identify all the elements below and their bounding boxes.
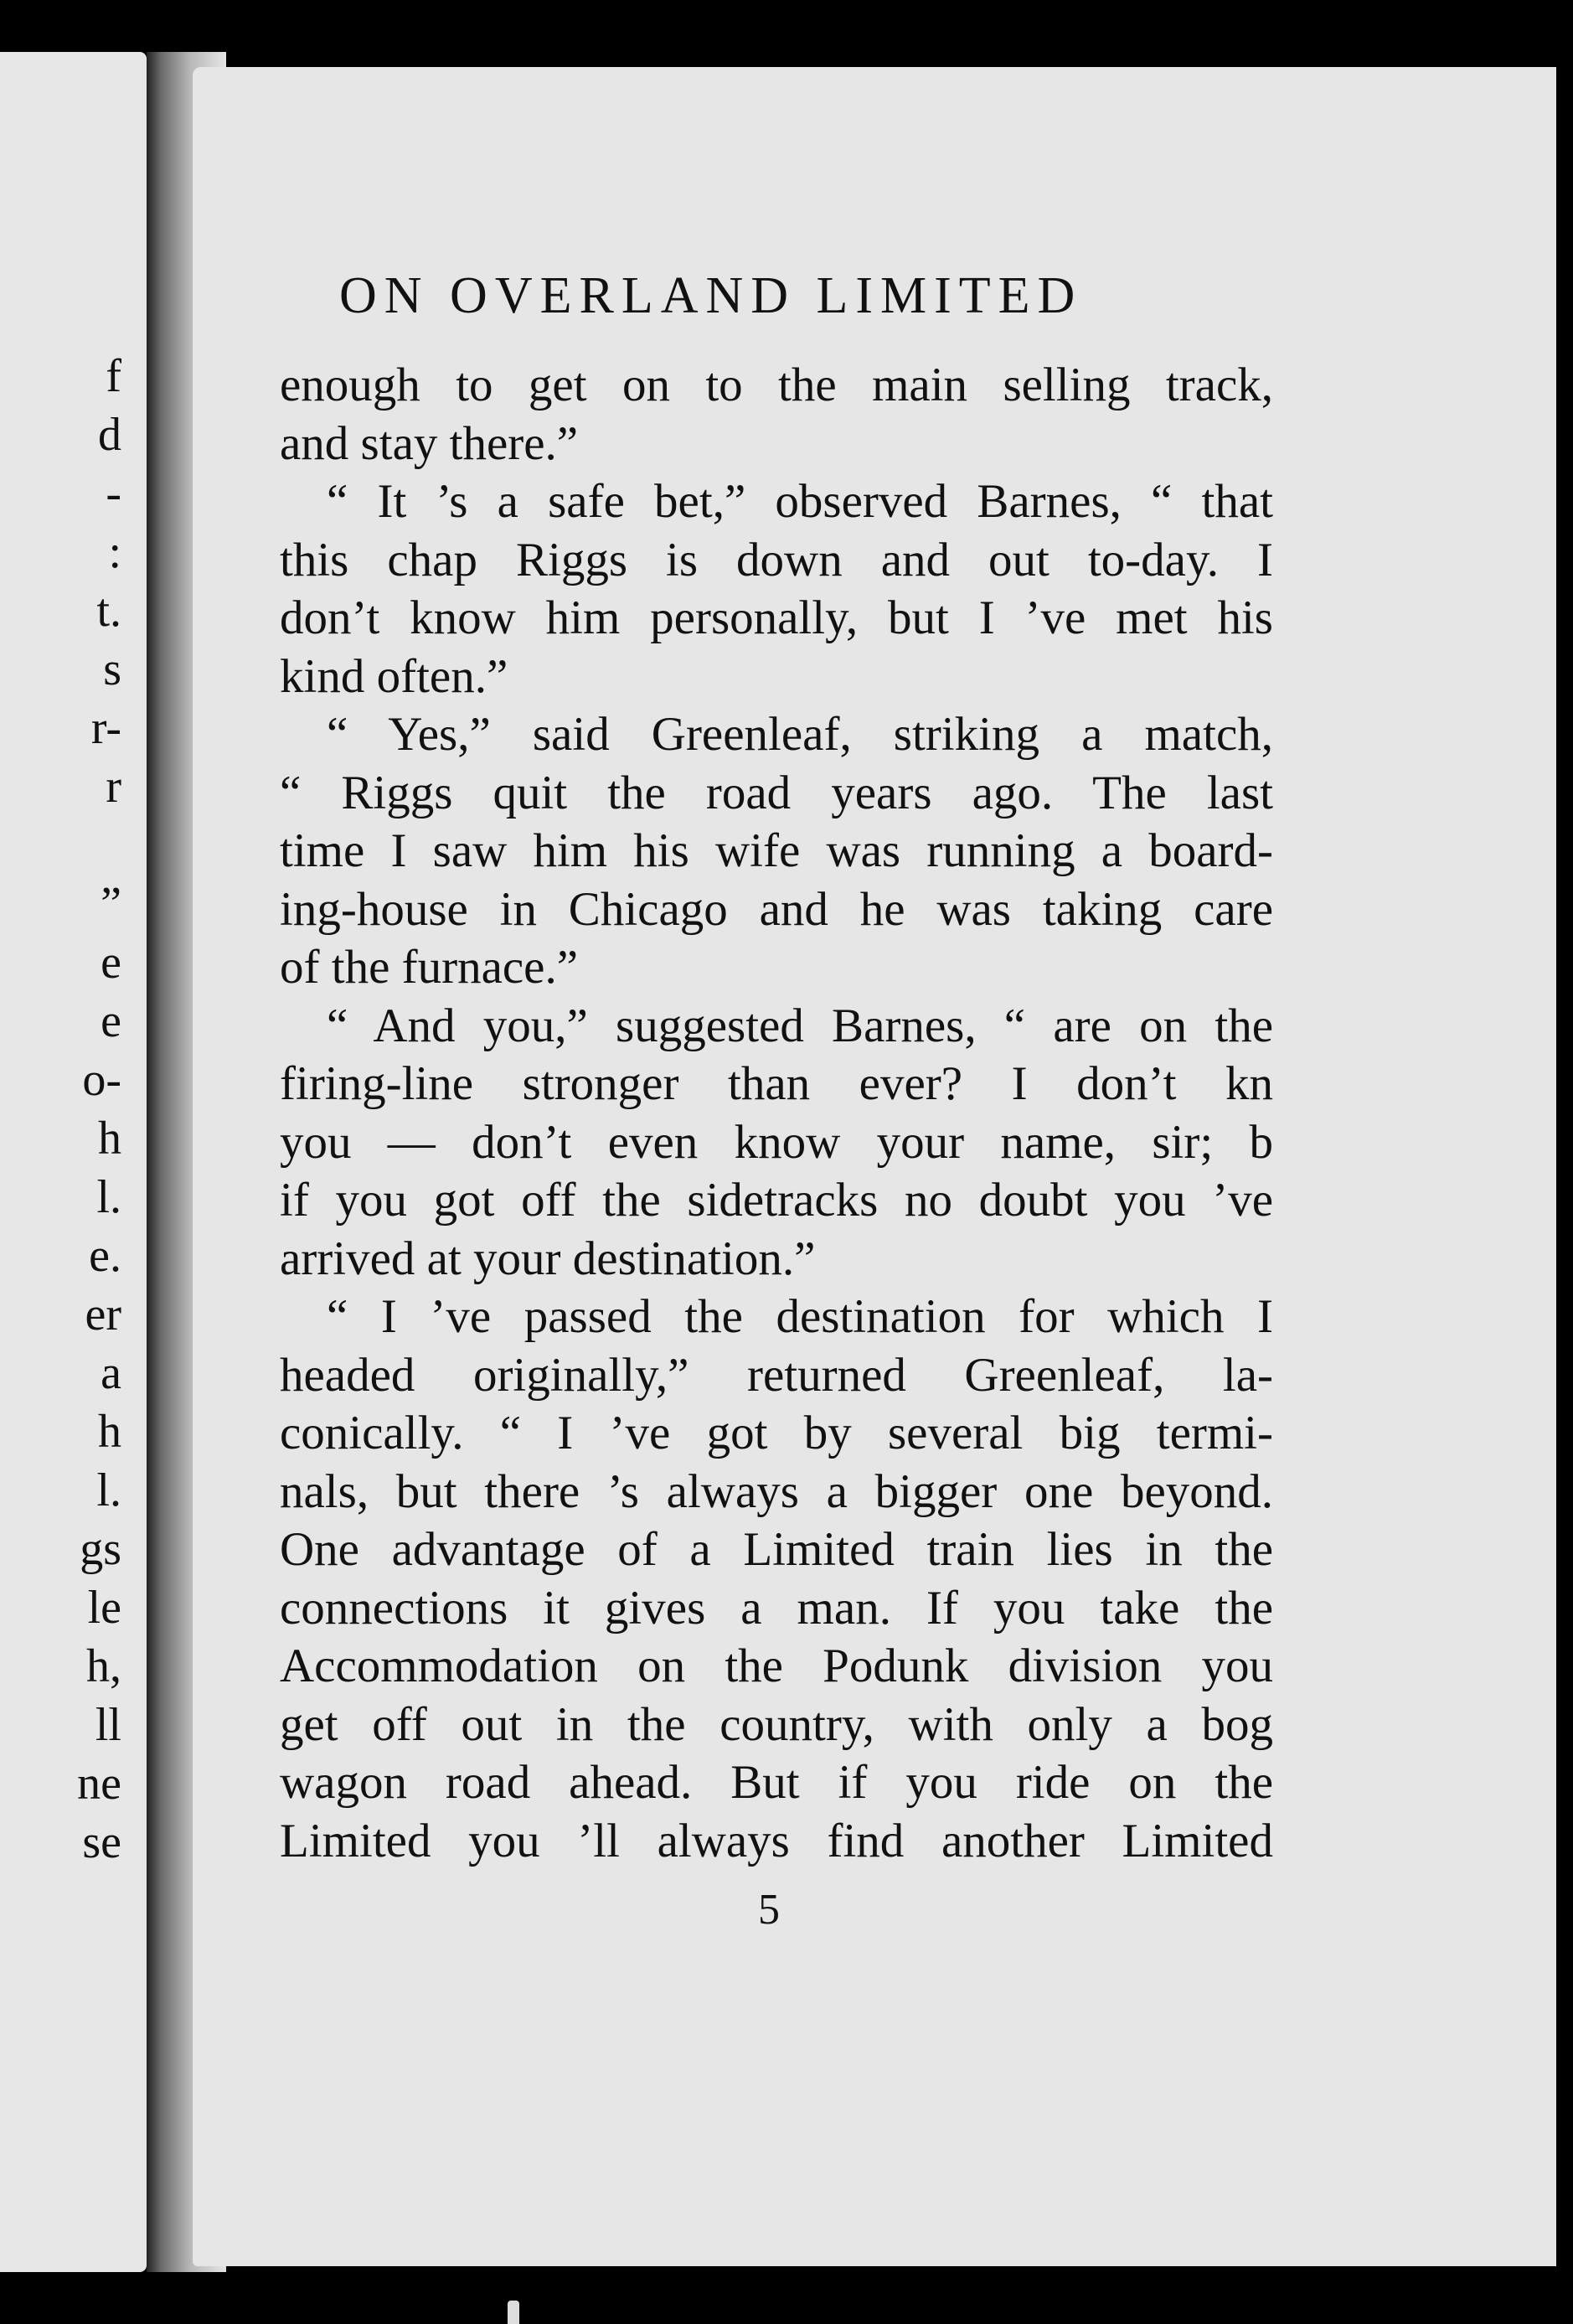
left-page-fragment: e. [89,1230,121,1282]
text-line: One advantage of a Limited train lies in the [280,1523,1273,1576]
text-line: nals, but there ’s always a bigger one beyond. [280,1464,1273,1518]
text-line: if you got off the sidetracks no doubt you ’ve [280,1174,1273,1227]
text-line: time I saw him his wife was running a board- [280,824,1273,877]
left-page-fragment: e [101,995,121,1047]
left-page-fragment: t. [96,585,121,637]
text-line: “ And you,” suggested Barnes, “ are on the [327,999,1273,1052]
text-line: don’t know him personally, but I ’ve met his [280,591,1273,644]
text-line: wagon road ahead. But if you ride on the [280,1756,1273,1809]
left-page-fragment: ll [95,1699,121,1751]
left-page-fragment: r [106,761,121,813]
text-line: “ It ’s a safe bet,” observed Barnes, “ that [327,475,1273,528]
left-page-fragment: gs [80,1523,121,1575]
left-page-fragment: l. [96,1171,121,1223]
text-line: arrived at your destination.” [280,1232,816,1285]
text-line: ing-house in Chicago and he was taking care [280,882,1273,936]
left-page-fragment: o- [82,1054,121,1106]
left-page-fragment: h [98,1113,121,1165]
text-line: conically. “ I ’ve got by several big termi- [280,1407,1273,1459]
left-page-fragment: e [101,937,121,989]
text-line: headed originally,” returned Greenleaf, la- [280,1348,1273,1402]
left-page-fragment: - [106,467,121,519]
text-line: enough to get on to the main selling track, [280,359,1273,411]
text-line: this chap Riggs is down and out to-day. I [280,533,1273,586]
text-line: “ Yes,” said Greenleaf, striking a match, [327,708,1273,761]
text-line: Limited you ’ll always find another Limited [280,1814,1273,1867]
text-line: “ I ’ve passed the destination for which I [327,1290,1273,1343]
left-page-fragment: f [106,350,121,402]
left-page-fragment: r- [90,702,121,754]
left-page-fragment: d [98,409,121,461]
text-line: you — don’t even know your name, sir; b [280,1115,1273,1169]
text-line: and stay there.” [280,416,579,470]
left-page-fragment: le [87,1582,121,1634]
text-line: firing-line stronger than ever? I don’t kn [280,1057,1273,1110]
scan-artifact [508,2301,519,2324]
text-line: Accommodation on the Podunk division you [280,1640,1273,1692]
left-page-fragment: h [98,1406,121,1458]
left-page-fragment: : [108,526,121,578]
text-line: “ Riggs quit the road years ago. The last [280,766,1273,819]
text-line: of the furnace.” [280,941,579,994]
left-page-fragment: h, [86,1640,121,1692]
left-page-fragment: ne [77,1758,121,1810]
running-head: ON OVERLAND LIMITED [339,267,1083,324]
text-line: connections it gives a man. If you take the [280,1581,1273,1635]
page-number: 5 [758,1886,780,1934]
left-page-fragment: l. [96,1464,121,1516]
left-page-fragment [21,816,121,875]
left-page-fragment: er [85,1289,121,1340]
left-page [0,52,147,2272]
left-page-text-column [21,347,121,1872]
left-page-fragment: ” [101,878,121,930]
left-page-fragment: s [103,643,121,695]
left-page-fragment: se [82,1816,121,1868]
text-line: get off out in the country, with only a bog [280,1697,1273,1751]
body-text [280,356,1273,1870]
text-line: kind often.” [280,649,508,703]
left-page-fragment: a [101,1347,121,1399]
